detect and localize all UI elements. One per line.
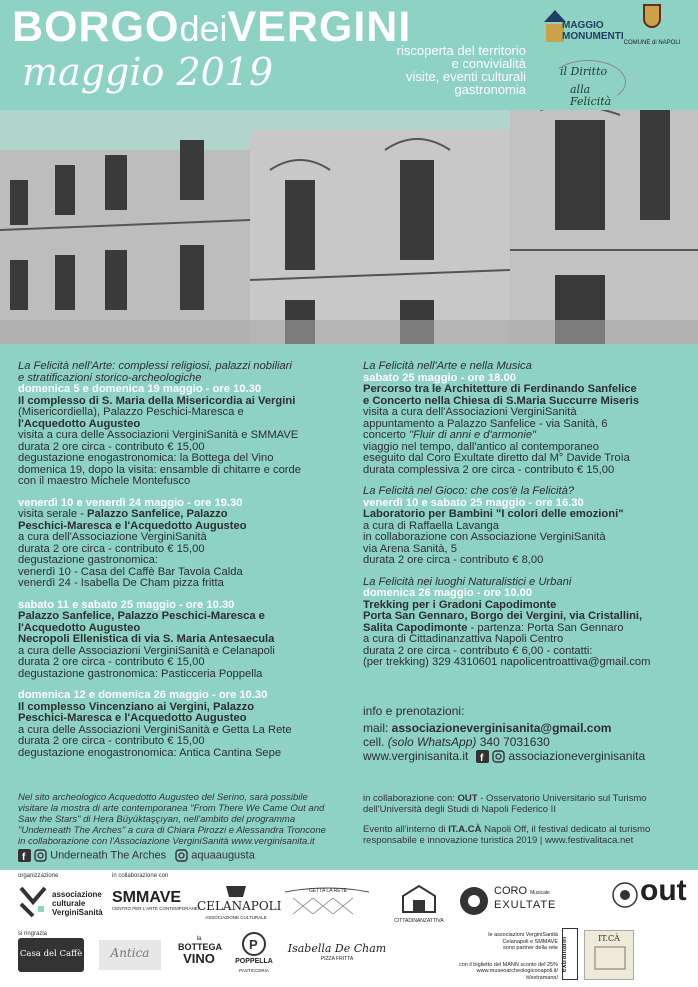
celanapoli-text: CELANAPOLI [197, 899, 282, 913]
event-detail: - partenza: Porta San Gennaro [467, 621, 624, 634]
event-detail: via Arena Sanità, 5 [363, 542, 457, 555]
bottega-vino-logo [178, 936, 220, 966]
right-column [363, 361, 693, 679]
celanapoli-logo [197, 884, 282, 923]
event-title: l'Acquedotto Augusteo [18, 621, 141, 634]
event-detail: eseguito dal Coro Exultate diretto dal M° Davide Troìa [363, 452, 630, 464]
event-detail: degustazione enogastronomica: la Bottega del Vino [18, 452, 274, 464]
page-title [12, 4, 411, 52]
pot-icon [221, 884, 251, 898]
category-heading: La Felicità nei luoghi Naturalistici e Urbani [363, 575, 572, 588]
casa-del-caffe-text: Casa del Caffè [19, 949, 83, 959]
extramann-text: extramann [561, 936, 569, 973]
event-block-2 [18, 498, 348, 590]
event-date: sabato 25 maggio - ore 18.00 [363, 371, 516, 384]
collab-line: - Osservatorio Universitario sul Turismo [477, 793, 647, 804]
bottega-line: la [196, 936, 202, 942]
category-heading: La Felicità nel Gioco: che cos'è la Felicità? [363, 485, 575, 497]
mann-line[interactable]: it/extramann/ [526, 974, 558, 981]
header-band [0, 0, 698, 112]
mail-link[interactable]: associazioneverginisanita@gmail.com [391, 721, 612, 735]
info-block [363, 704, 693, 763]
partner-line: le associazioni VerginiSanità [488, 932, 558, 938]
event-detail: durata 2 ore circa - contributo € 15,00 [18, 440, 205, 453]
svg-text:f: f [479, 753, 484, 764]
website-link[interactable]: www.verginisanita.it [363, 749, 469, 763]
itaca-text: IT.CÀ [598, 934, 620, 943]
exhibition-note [18, 792, 353, 862]
event-title: Palazzo Sanfelice, Palazzo Peschici-Maresca e [18, 610, 265, 622]
itaca-stamp-logo [584, 930, 634, 980]
event-detail: domenica 19, dopo la visita: ensamble di chitarre e corde [18, 463, 301, 476]
event-title: Peschici-Maresca e l'Acquedotto Augusteo [18, 712, 247, 724]
event-detail: degustazione gastronomica: Pasticceria Poppella [18, 667, 263, 680]
festival-name: IT.A.CÀ [448, 824, 482, 835]
collab-notes [363, 793, 693, 846]
event-title: Salita Capodimonte [363, 621, 468, 634]
category-heading: La Felicità nell'Arte e nella Musica [363, 360, 532, 372]
event-title: Il complesso Vincenziano ai Vergini, Palazzo [18, 700, 255, 713]
category-heading [18, 361, 348, 384]
concert-title: "Fluir di anni e d'armonie" [409, 429, 537, 441]
title-part-3: VERGINI [227, 3, 412, 51]
coro-exultate-logo [494, 886, 556, 911]
event-title: Laboratorio per Bambini "I colori delle emozioni" [363, 508, 624, 520]
event-title: Il complesso di S. Maria della Misericordia ai Vergini [18, 394, 296, 407]
event-detail: a cura delle Associazioni VerginiSanità e Getta La Rete [18, 723, 292, 736]
poppella-text: POPPELLA [235, 958, 273, 965]
collab-label: in collaborazione con [112, 873, 169, 879]
social-handle-underneath[interactable]: Underneath The Arches [50, 849, 167, 862]
sponsors-footer [0, 870, 698, 987]
event-title: Peschici-Maresca e l'Acquedotto Augusteo [18, 519, 247, 532]
event-title-part: (Misericordiella), Palazzo Peschici-Maresca e [18, 406, 244, 418]
event-title: Percorso tra le Architetture di Ferdinando Sanfelice [363, 383, 637, 395]
event-detail: durata 2 ore circa - contributo € 15,00 [18, 735, 205, 747]
event-line: Napoli Off, il festival dedicato al turismo [481, 824, 651, 835]
verginisanita-logo-icon [18, 884, 48, 920]
facebook-icon[interactable] [476, 750, 489, 763]
poppella-logo [230, 932, 278, 976]
comune-napoli-text: COMUNE di NAPOLI [623, 40, 681, 46]
mann-line: con il biglietto del MANN sconto del 25% [458, 961, 558, 968]
event-detail: visita a cura dell'Associazioni VerginiSanità [363, 406, 577, 418]
partner-note [440, 932, 558, 981]
event-title: Trekking per i Gradoni Capodimonte [363, 598, 557, 611]
event-detail: in collaborazione con Associazione VerginiSanità [363, 531, 606, 543]
event-detail: visita a cura delle Associazioni VerginiSanità e SMMAVE [18, 429, 299, 441]
event-detail: a cura dell'Associazione VerginiSanità [18, 531, 207, 543]
isabella-de-cham-logo [282, 944, 392, 964]
assoc-line: culturale [52, 899, 86, 908]
title-part-1: BORGO [12, 3, 180, 51]
casa-del-caffe-logo [18, 938, 84, 972]
comune-napoli-logo [622, 4, 682, 56]
event-detail: durata 2 ore circa - contributo € 15,00 [18, 542, 205, 555]
coro-sub: Musicale [530, 890, 550, 896]
event-detail[interactable]: (per trekking) 329 4310601 napolicentroattiva@gmail.com [363, 656, 651, 668]
event-block-7 [363, 588, 693, 669]
event-detail: a cura delle Associazioni VerginiSanità e Celanapoli [18, 644, 275, 657]
event-block-1 [18, 384, 348, 488]
maggio-monumenti-text: MAGGIO MONUMENTI [562, 20, 624, 42]
event-block-4 [18, 690, 348, 759]
verginisanita-logo-text [52, 890, 103, 917]
exultate-text: EXULTATE [494, 899, 557, 911]
getta-la-rete-logo [283, 884, 371, 922]
title-part-2: dei [179, 8, 228, 49]
smmave-logo [112, 890, 201, 911]
page-subtitle: maggio 2019 [22, 50, 274, 94]
out-logo: out [640, 874, 687, 907]
event-block-3 [18, 600, 348, 681]
event-lead: visita serale - [18, 508, 88, 520]
category-line: e stratificazioni storico-archeologiche [18, 371, 202, 384]
event-detail: durata 2 ore circa - contributo € 8,00 [363, 554, 544, 566]
social-handle-verginisanita[interactable]: associazioneverginisanita [508, 749, 646, 763]
svg-text:f: f [22, 852, 26, 862]
assoc-line: VerginiSanità [52, 908, 103, 917]
cell-label: cell. [363, 735, 388, 749]
tagline-line: visite, eventi culturali [406, 69, 526, 84]
event-detail: a cura di Cittadinanzattiva Napoli Centro [363, 633, 564, 645]
partner-line: Celanapoli e SMMAVE [502, 938, 558, 945]
event-title: l'Acquedotto Augusteo [18, 417, 141, 430]
event-date: domenica 5 e domenica 19 maggio - ore 10.30 [18, 383, 262, 395]
extramann-logo [562, 928, 578, 980]
event-date: domenica 26 maggio - ore 10.00 [363, 587, 533, 599]
assoc-line: associazione [52, 890, 102, 899]
svg-text:P: P [249, 937, 258, 952]
poppella-sub: PASTICCERIA [239, 968, 269, 973]
event-detail: durata complessiva 2 ore circa - contributo € 15,00 [363, 463, 615, 476]
note-line: in collaborazione con l'Associazione VerginiSanità www.verginisanita.it [18, 836, 315, 847]
instagram-icon[interactable] [34, 849, 47, 862]
event-line: responsabile e innovazione turistica 2019 | www.festivalitaca.net [363, 835, 634, 846]
note-line: "Underneath The Arches" a cura di Chiara Pirozzi e Alessandra Troncone [18, 825, 326, 836]
note-line: Nel sito archeologico Acquedotto Augusteo del Serino, sarà possibile [18, 792, 308, 803]
left-column [18, 361, 348, 769]
event-detail: durata 2 ore circa - contributo € 6,00 - contatti: [363, 644, 593, 657]
university-seal-icon [612, 882, 638, 908]
org-label: organizzazione [18, 873, 59, 879]
tagline [356, 44, 526, 96]
instagram-icon[interactable] [175, 849, 188, 862]
event-detail: durata 2 ore circa - contributo € 15,00 [18, 656, 205, 668]
event-date: venerdì 10 e venerdì 24 maggio - ore 19.30 [18, 496, 243, 509]
bottega-line: BOTTEGA [178, 942, 222, 952]
coat-of-arms-icon [643, 4, 661, 28]
stamp-drawing-icon [585, 943, 635, 973]
diritto-text: il Diritto [560, 65, 608, 78]
event-detail: degustazione enogastronomica: Antica Cantina Sepe [18, 746, 282, 759]
event-detail: con il maestro Michele Montefusco [18, 475, 191, 487]
event-title: Necropoli Ellenistica di via S. Maria Antesaecula [18, 633, 275, 645]
event-detail: viaggio nel tempo, dall'antico al contemporaneo [363, 440, 599, 453]
felicita-text: alla Felicità [570, 83, 612, 108]
note-line: visitare la mostra di arte contemporanea "From There We Came Out and [18, 803, 325, 814]
getta-la-rete-text: GETTA LA RETE [309, 888, 347, 894]
event-lead: Evento all'interno di [363, 824, 449, 835]
isabella-sub: PIZZA FRITTA [320, 956, 354, 962]
event-title [18, 407, 348, 419]
cittadinanzattiva-text: CITTADINANZATTIVA [394, 918, 444, 924]
collab-line: dell'Università degli Studi di Napoli Federico II [363, 804, 556, 815]
partner-line: sono partner della rete [502, 945, 558, 951]
antica-text: Antica [110, 946, 150, 960]
event-detail: appuntamento a Palazzo Sanfelice - via Sanità, 6 [363, 417, 608, 430]
mail-label: mail: [363, 721, 392, 735]
tagline-line: riscoperta del territorio [396, 43, 526, 58]
cittadinanzattiva-logo [388, 882, 450, 926]
diritto-felicita-logo [550, 60, 630, 108]
isabella-text: Isabella De Cham [287, 942, 387, 955]
palazzo-facade-image [0, 110, 698, 344]
event-date: venerdì 10 e sabato 25 maggio - ore 16.30 [363, 496, 584, 509]
event-date: domenica 12 e domenica 26 maggio - ore 10.30 [18, 689, 268, 701]
event-detail: venerdì 24 - Isabella De Cham pizza fritta [18, 577, 224, 589]
building-icon [399, 882, 439, 914]
collab-name: OUT [457, 793, 478, 804]
tagline-line: e convivialità [451, 56, 526, 71]
event-block-6 [363, 498, 693, 567]
event-title: e Concerto nella Chiesa di S.Maria Succurre Miseris [363, 394, 640, 407]
event-detail: venerdì 10 - Casa del Caffè Bar Tavola Calda [18, 565, 243, 578]
concert-lead: concerto [363, 429, 410, 441]
antica-cantina-logo [99, 940, 161, 970]
event-block-5 [363, 373, 693, 477]
event-date: sabato 11 e sabato 25 maggio - ore 10.30 [18, 598, 235, 611]
celanapoli-sub: ASSOCIAZIONE CULTURALE [205, 915, 267, 920]
cell-note: (solo WhatsApp) [387, 735, 477, 749]
instagram-icon[interactable] [492, 750, 505, 763]
event-title: Porta San Gennaro, Borgo dei Vergini, via Cristallini, [363, 610, 643, 622]
maggio-monumenti-logo [540, 6, 624, 48]
bottega-line: VINO [183, 951, 215, 966]
cell-number[interactable]: 340 7031630 [476, 735, 550, 749]
info-title: info e prenotazioni: [363, 704, 465, 718]
thanks-label: si ringrazia [18, 931, 48, 937]
note-line: Saw the Stars" di Hera Büyüktaşçıyan, nell'ambito del programma [18, 814, 296, 825]
collab-lead: in collaborazione con: [363, 793, 458, 804]
event-title: Palazzo Sanfelice, Palazzo [87, 508, 228, 520]
smmave-text: SMMAVE [112, 889, 182, 906]
event-detail: a cura di Raffaella Lavanga [363, 519, 500, 532]
social-handle-aquaaugusta[interactable]: aquaaugusta [191, 849, 255, 862]
smmave-sub: CENTRO PER L'ARTE CONTEMPORANEA [112, 906, 201, 911]
poppella-emblem-icon [242, 932, 266, 956]
category-line: La Felicità nell'Arte: complessi religiosi, palazzi nobiliari [18, 360, 292, 372]
mann-line[interactable]: www.museoarcheologiconapoli.it/ [476, 968, 558, 974]
facebook-icon[interactable] [18, 849, 31, 862]
coro-text: CORO [494, 885, 527, 897]
event-detail: degustazione gastronomica: [18, 554, 158, 566]
coro-emblem-icon [459, 886, 489, 916]
tagline-line: gastronomia [454, 82, 526, 97]
building-photo [0, 110, 698, 344]
